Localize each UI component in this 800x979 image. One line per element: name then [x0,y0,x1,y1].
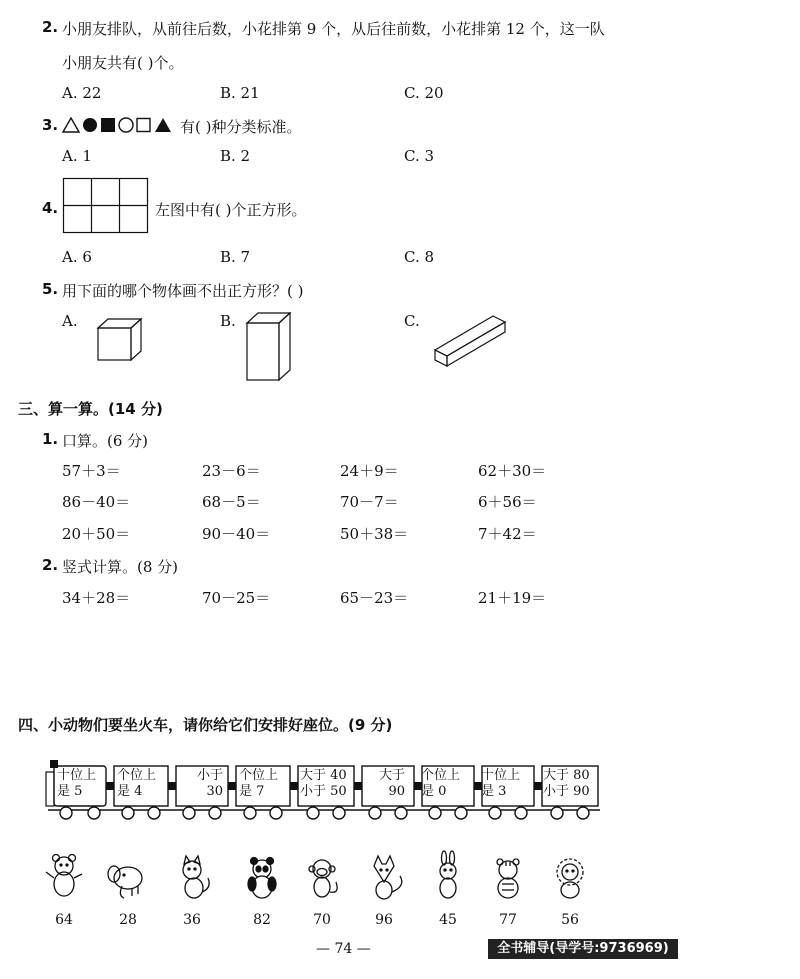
s3-sub1-title: 口算。(6 分) [62,432,149,450]
rectangle-grid-figure [63,178,149,234]
train-car-seat[interactable]: 小于 30 [196,768,223,799]
train-car-seat[interactable]: 十位上 是 3 [481,768,521,799]
vertical-problem: 70－25＝ [202,589,271,607]
q4-option-b: B. 7 [220,248,251,266]
q2-number: 2. [42,18,59,36]
chimney-icon [50,760,58,768]
q4-text: 左图中有( )个正方形。 [155,201,307,219]
q3-option-a: A. 1 [62,147,92,165]
lion-icon[interactable] [557,859,583,898]
q3-text: 有( )种分类标准。 [180,118,302,136]
oral-problem: 7＋42＝ [478,525,537,543]
oral-problem: 90－40＝ [202,525,271,543]
q5-option-c: C. [404,312,420,330]
q3-option-b: B. 2 [220,147,251,165]
train-car-seat[interactable]: 个位上 是 7 [239,768,279,799]
train-car-seat[interactable]: 十位上 是 5 [57,768,97,799]
s3-sub2-number: 2. [42,556,59,574]
train-car-seat[interactable]: 个位上 是 0 [421,768,461,799]
locomotive-front [46,772,54,806]
triangle-filled-icon [155,118,171,132]
fox-icon[interactable] [374,856,402,899]
q2-text-line2: 小朋友共有( )个。 [62,54,184,72]
animal-number: 28 [119,912,137,928]
vertical-problem: 21＋19＝ [478,589,547,607]
q4-option-a: A. 6 [62,248,92,266]
train-car-seat[interactable]: 大于 90 [378,768,405,799]
square-outline-icon [137,119,150,132]
train-car-seat[interactable]: 大于 40 小于 50 [300,768,347,799]
q3-stem [62,116,301,137]
q5-number: 5. [42,280,59,298]
oral-problem: 23－6＝ [202,462,261,480]
page-number: — 74 — [316,941,371,957]
circle-filled-icon [83,118,97,132]
oral-problem: 70－7＝ [340,493,399,511]
q5-option-b: B. [220,312,236,330]
square-filled-icon [101,118,115,132]
oral-problem: 24＋9＝ [340,462,399,480]
animal-number: 45 [439,912,457,928]
oral-problem: 86－40＝ [62,493,131,511]
animal-number: 70 [313,912,331,928]
s3-sub1-number: 1. [42,430,59,448]
q5-option-a: A. [62,312,78,330]
section3-title: 三、算一算。(14 分) [18,400,163,418]
oral-problem: 62＋30＝ [478,462,547,480]
animal-number: 77 [499,912,517,928]
monkey-icon[interactable] [309,860,337,897]
q2-option-b: B. 21 [220,84,260,102]
long-bar-figure [433,310,509,368]
cat-icon[interactable] [183,856,209,898]
animal-number: 56 [561,912,579,928]
q2-option-a: A. 22 [62,84,102,102]
cuboid-figure [246,312,292,382]
q2-option-c: C. 20 [404,84,444,102]
q4-option-c: C. 8 [404,248,435,266]
cube-figure [96,318,144,362]
panda-icon[interactable] [248,858,276,899]
oral-problem: 50＋38＝ [340,525,409,543]
animal-number: 36 [183,912,201,928]
guide-badge: 全书辅导(导学号:9736969) [488,939,678,959]
shape-sequence [62,117,180,133]
wheel-icons [60,807,589,819]
oral-problem: 20＋50＝ [62,525,131,543]
elephant-icon[interactable] [108,866,142,898]
q5-text: 用下面的哪个物体画不出正方形？( ) [62,282,304,300]
rabbit-icon[interactable] [440,851,456,898]
circle-outline-icon [119,118,133,132]
train-car-seat[interactable]: 个位上 是 4 [117,768,157,799]
triangle-outline-icon [63,118,79,132]
vertical-problem: 34＋28＝ [62,589,131,607]
q4-number: 4. [42,199,59,217]
oral-problem: 6＋56＝ [478,493,537,511]
oral-problem: 57＋3＝ [62,462,121,480]
bear-icon[interactable] [46,855,82,897]
train-car-seat[interactable]: 大于 80 小于 90 [543,768,590,799]
animal-number: 82 [253,912,271,928]
animal-number: 64 [55,912,73,928]
s3-sub2-title: 竖式计算。(8 分) [62,558,179,576]
tiger-icon[interactable] [497,859,519,898]
vertical-problem: 65－23＝ [340,589,409,607]
q3-number: 3. [42,116,59,134]
animal-illustrations [40,850,620,906]
q3-option-c: C. 3 [404,147,435,165]
animal-number: 96 [375,912,393,928]
section4-title: 四、小动物们要坐火车，请你给它们安排好座位。(9 分) [18,716,393,734]
oral-problem: 68－5＝ [202,493,261,511]
q2-text-line1: 小朋友排队，从前往后数，小花排第 9 个，从后往前数，小花排第 12 个，这一队 [62,20,605,38]
